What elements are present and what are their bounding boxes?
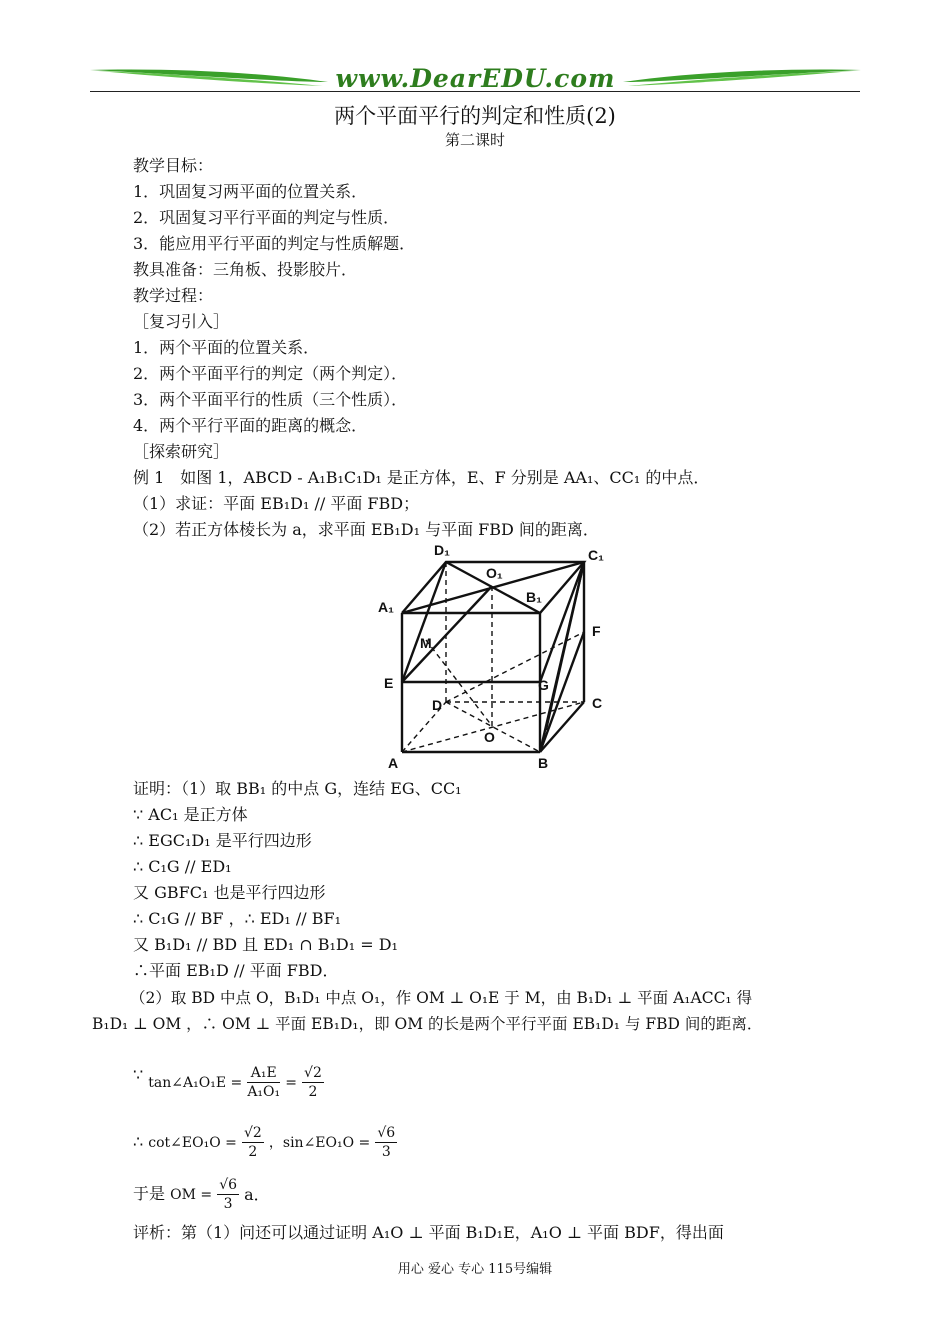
formula-prefix: 于是 — [133, 1184, 166, 1203]
proof-line: ∴ C₁G // BF ，∴ ED₁ // BF₁ — [133, 909, 342, 928]
text-line: ［复习引入］ — [133, 312, 230, 331]
page-footer: 用心 爱心 专心 115号编辑 — [397, 1262, 553, 1277]
text-line: 3．两个平面平行的性质（三个性质）． — [133, 390, 408, 409]
proof-line: ∵ AC₁ 是正方体 — [133, 805, 248, 824]
equals-sign: = — [285, 1074, 297, 1091]
formula-mid: ，sin∠EO₁O = — [268, 1134, 371, 1151]
label-O: O — [484, 729, 495, 745]
example-statement: 例 1 如图 1，ABCD - A₁B₁C₁D₁ 是正方体，E、F 分别是 AA₁、CC₁ 的中点． — [133, 468, 710, 487]
fraction-numerator: √6 — [377, 1125, 396, 1141]
text-line: 3．能应用平行平面的判定与性质解题． — [133, 234, 416, 253]
fraction — [375, 1124, 397, 1161]
proof-line: 证明：（1）取 BB₁ 的中点 G，连结 EG、CC₁ — [133, 779, 462, 798]
fraction — [217, 1176, 239, 1213]
label-B: B — [538, 755, 549, 771]
fraction-numerator: √6 — [219, 1177, 238, 1193]
label-M: M — [420, 635, 432, 651]
text-line: 教学目标： — [133, 156, 214, 175]
formula-tan — [133, 1050, 324, 1101]
label-A1: A₁ — [378, 599, 394, 615]
site-header — [88, 62, 863, 98]
fraction — [302, 1064, 324, 1101]
formula-om — [133, 1176, 270, 1213]
formula-lhs: tan∠A₁O₁E = — [148, 1074, 243, 1091]
proof-line: 又 GBFC₁ 也是平行四边形 — [133, 883, 326, 902]
fraction-numerator: √2 — [304, 1065, 322, 1081]
label-G: G — [538, 677, 549, 693]
formula-suffix: a． — [244, 1184, 270, 1204]
fraction-denominator: A₁O₁ — [247, 1084, 281, 1100]
text-line: 2．巩固复习平行平面的判定与性质． — [133, 208, 400, 227]
fraction-denominator: 3 — [381, 1144, 391, 1160]
analysis-line: 评析：第（1）问还可以通过证明 A₁O ⊥ 平面 B₁D₁E，A₁O ⊥ 平面 BDF，得出面 — [133, 1223, 724, 1242]
label-D1: D₁ — [434, 542, 450, 558]
proof-line: ∴ C₁G // ED₁ — [133, 857, 232, 876]
label-O1: O₁ — [486, 565, 503, 581]
fraction-denominator: 2 — [248, 1144, 258, 1160]
formula-lhs: OM = — [170, 1186, 213, 1203]
formula-lhs: cot∠EO₁O = — [148, 1134, 237, 1151]
label-A: A — [388, 755, 399, 771]
header-rule — [90, 91, 860, 92]
text-line: 1．两个平面的位置关系． — [133, 338, 320, 357]
proof-line: ∴平面 EB₁D // 平面 FBD． — [133, 961, 339, 980]
label-C: C — [592, 695, 603, 711]
fraction — [247, 1064, 280, 1101]
proof-line: 又 B₁D₁ // BD 且 ED₁ ∩ B₁D₁ = D₁ — [133, 935, 398, 954]
label-B1: B₁ — [526, 589, 542, 605]
proof-line: B₁D₁ ⊥ OM ，∴ OM ⊥ 平面 EB₁D₁，即 OM 的长是两个平行平面 EB₁D₁ 与 FBD 间的距离． — [92, 1015, 763, 1033]
text-line: 1．巩固复习两平面的位置关系． — [133, 182, 368, 201]
formula-cot-sin — [133, 1124, 397, 1161]
text-line: 教具准备：三角板、投影胶片． — [133, 260, 358, 279]
page-subtitle: 第二课时 — [444, 131, 505, 149]
example-part-2: （2）若正方体棱长为 a，求平面 EB₁D₁ 与平面 FBD 间的距离． — [133, 520, 599, 539]
fraction — [242, 1124, 264, 1161]
label-E: E — [384, 675, 394, 691]
text-line: 教学过程： — [133, 286, 214, 305]
example-part-1: （1）求证：平面 EB₁D₁ // 平面 FBD； — [133, 494, 420, 513]
text-line: 4．两个平行平面的距离的概念． — [133, 416, 368, 435]
formula-prefix: ∵ — [133, 1065, 144, 1084]
site-logo[interactable]: www.DearEDU.com — [335, 64, 616, 93]
text-line: ［探索研究］ — [133, 442, 230, 461]
label-F: F — [592, 623, 601, 639]
page-title: 两个平面平行的判定和性质(2) — [334, 104, 616, 128]
fraction-numerator: √2 — [243, 1125, 262, 1141]
label-C1: C₁ — [588, 547, 604, 563]
cube-diagram — [374, 540, 624, 772]
formula-prefix: ∴ — [133, 1132, 144, 1151]
proof-line: ∴ EGC₁D₁ 是平行四边形 — [133, 831, 312, 850]
fraction-numerator: A₁E — [247, 1064, 280, 1083]
fraction-denominator: 3 — [223, 1196, 233, 1212]
text-line: 2．两个平面平行的判定（两个判定）． — [133, 364, 408, 383]
label-D: D — [432, 697, 443, 713]
fraction-denominator: 2 — [308, 1084, 318, 1100]
proof-line: （2）取 BD 中点 O，B₁D₁ 中点 O₁，作 OM ⊥ O₁E 于 M，由 B₁D₁ ⊥ 平面 A₁ACC₁ 得 — [130, 989, 753, 1007]
